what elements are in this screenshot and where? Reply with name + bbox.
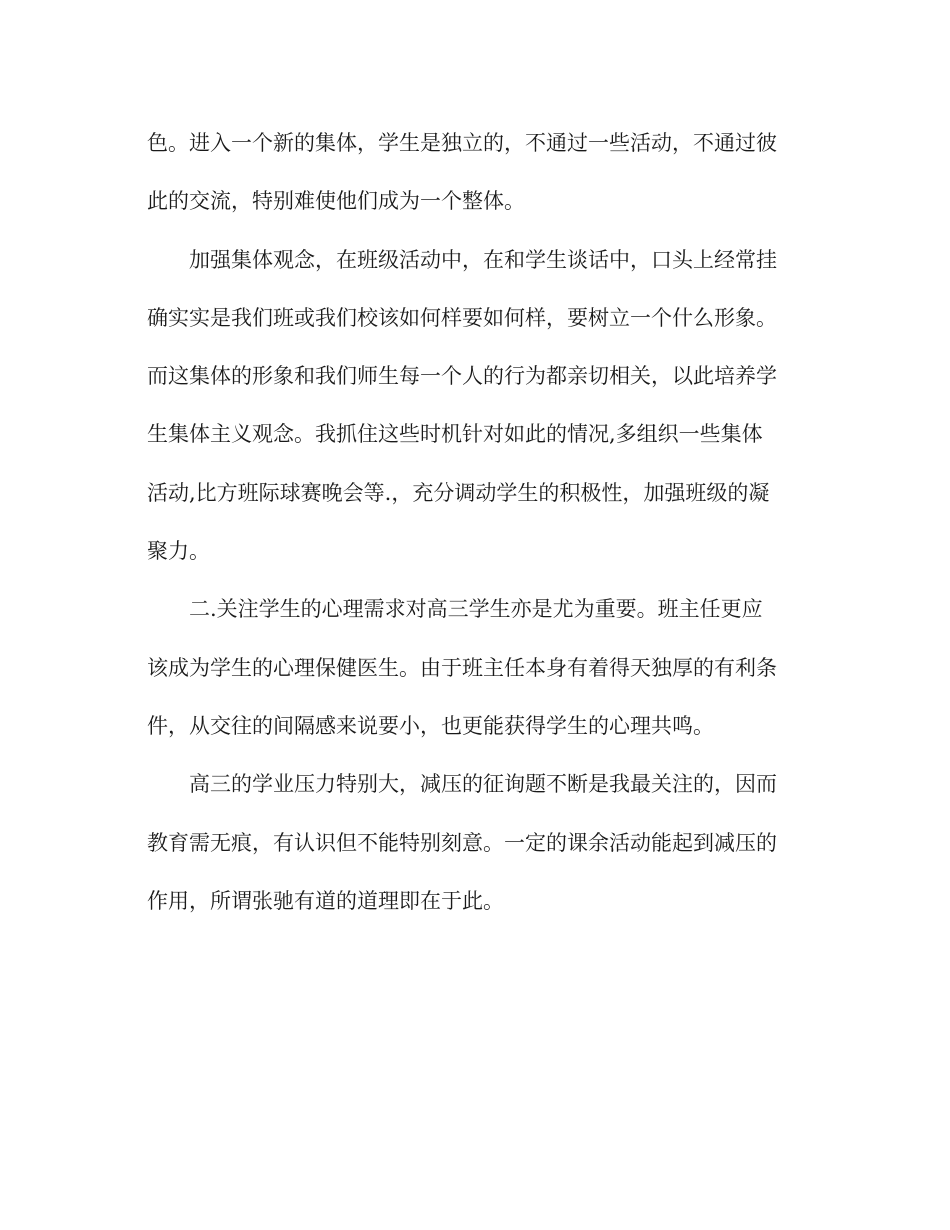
text-line: 此的交流，特别难使他们成为一个整体。 [147, 189, 525, 214]
text-line: 活动,比方班际球赛晚会等.，充分调动学生的积极性，加强班级的凝 [147, 480, 770, 505]
text-line: 色。进入一个新的集体，学生是独立的，不通过一些活动，不通过彼 [147, 131, 777, 155]
text-line: 件，从交往的间隔感来说要小，也更能获得学生的心理共鸣。 [147, 713, 714, 738]
text-line: 而这集体的形象和我们师生每一个人的行为都亲切相关，以此培养学 [147, 364, 777, 389]
document-body [147, 122, 807, 938]
text-line: 生集体主义观念。我抓住这些时机针对如此的情况,多组织一些集体 [147, 422, 763, 447]
text-line: 聚力。 [147, 539, 210, 564]
paragraph-start-line: 二.关注学生的心理需求对高三学生亦是尤为重要。班主任更应 [189, 597, 763, 622]
text-line: 该成为学生的心理保健医生。由于班主任本身有着得天独厚的有利条 [147, 655, 777, 680]
paragraph-start-line: 高三的学业压力特别大，减压的征询题不断是我最关注的，因而 [189, 772, 777, 797]
paragraph-start-line: 加强集体观念，在班级活动中，在和学生谈话中，口头上经常挂 [189, 247, 777, 272]
text-line: 确实实是我们班或我们校该如何样要如何样，要树立一个什么形象。 [147, 305, 777, 330]
text-line: 教育需无痕，有认识但不能特别刻意。一定的课余活动能起到减压的 [147, 830, 777, 855]
text-line: 作用，所谓张驰有道的道理即在于此。 [147, 888, 504, 913]
